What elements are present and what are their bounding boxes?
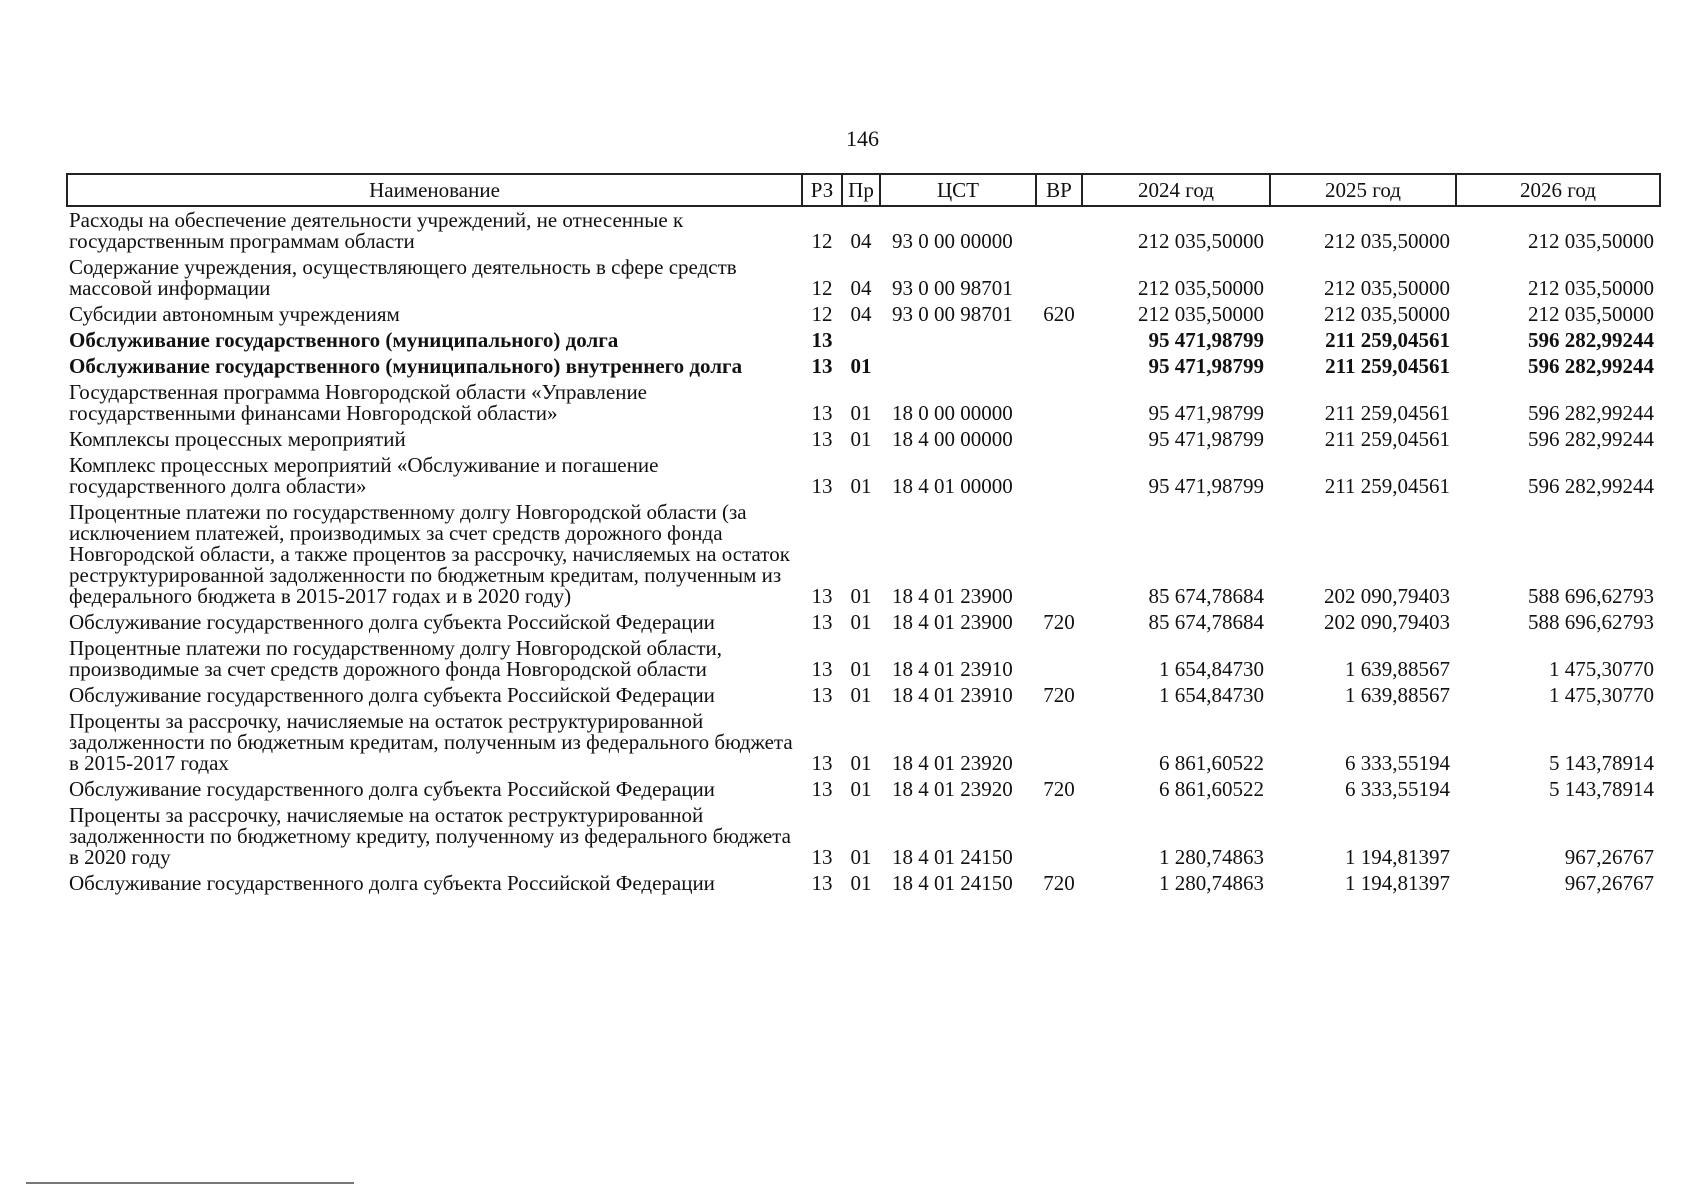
cell-vr	[1036, 802, 1082, 870]
cell-2025: 211 259,04561	[1325, 328, 1450, 352]
table-row	[67, 802, 1660, 870]
cell-2025: 212 035,50000	[1324, 229, 1450, 253]
cell-rz: 13	[811, 683, 833, 707]
cell-cst: 18 4 00 00000	[892, 427, 1013, 451]
cell-pr: 04	[850, 229, 872, 253]
table-row	[67, 682, 1660, 708]
cell-rz: 13	[811, 871, 833, 895]
cell-vr: 620	[1043, 302, 1075, 326]
cell-2026: 212 035,50000	[1528, 302, 1654, 326]
cell-2025: 1 194,81397	[1345, 845, 1450, 869]
cell-rz: 13	[811, 777, 833, 801]
cell-rz: 13	[811, 657, 833, 681]
cell-2026: 212 035,50000	[1528, 276, 1654, 300]
cell-vr	[1036, 327, 1082, 353]
cell-name: Обслуживание государственного долга субъекта Российской Федерации	[69, 777, 715, 801]
cell-2025: 6 333,55194	[1345, 777, 1450, 801]
cell-cst: 18 4 01 23920	[892, 777, 1013, 801]
cell-pr: 01	[850, 845, 872, 869]
cell-name: Проценты за рассрочку, начисляемые на остаток реструктурированной задолженности по бюджетным кредитам, полученным из федерального бюджета в 2015-2017 годах	[69, 709, 793, 775]
cell-pr: 01	[850, 777, 872, 801]
cell-pr: 01	[850, 657, 872, 681]
cell-rz: 12	[811, 229, 833, 253]
table-row	[67, 635, 1660, 682]
cell-2026: 596 282,99244	[1528, 401, 1654, 425]
cell-name: Обслуживание государственного долга субъекта Российской Федерации	[69, 871, 715, 895]
table-row	[67, 499, 1660, 609]
table-body	[67, 206, 1660, 896]
cell-pr: 01	[850, 401, 872, 425]
cell-vr	[1036, 452, 1082, 499]
cell-2025: 1 639,88567	[1345, 657, 1450, 681]
cell-2025: 211 259,04561	[1325, 354, 1450, 378]
cell-cst	[880, 327, 1036, 353]
cell-pr: 01	[850, 474, 872, 498]
cell-pr	[842, 327, 880, 353]
table-row	[67, 353, 1660, 379]
table-row	[67, 426, 1660, 452]
cell-cst: 18 4 01 24150	[892, 845, 1013, 869]
cell-vr	[1036, 708, 1082, 776]
cell-pr: 01	[850, 584, 872, 608]
table-row	[67, 206, 1660, 254]
cell-2026: 1 475,30770	[1549, 683, 1654, 707]
cell-pr: 01	[850, 610, 872, 634]
cell-2025: 211 259,04561	[1324, 474, 1450, 498]
cell-name: Процентные платежи по государственному долгу Новгородской области, производимые за счет средств дорожного фонда Новгородской области	[69, 636, 722, 681]
cell-2024: 95 471,98799	[1148, 401, 1264, 425]
cell-vr	[1036, 353, 1082, 379]
cell-2025: 211 259,04561	[1324, 427, 1450, 451]
cell-vr: 720	[1043, 683, 1075, 707]
cell-cst: 18 4 01 23920	[892, 751, 1013, 775]
budget-table	[66, 173, 1661, 896]
table-row	[67, 452, 1660, 499]
cell-cst: 18 4 01 23910	[892, 683, 1013, 707]
cell-vr	[1036, 635, 1082, 682]
cell-2024: 1 280,74863	[1159, 871, 1264, 895]
cell-name: Государственная программа Новгородской области «Управление государственными финансами Новгородской области»	[69, 380, 648, 425]
cell-2026: 967,26767	[1564, 845, 1654, 869]
cell-cst: 18 4 01 00000	[892, 474, 1013, 498]
cell-2026: 588 696,62793	[1528, 584, 1654, 608]
header-pr: Пр	[842, 174, 880, 206]
header-name: Наименование	[67, 174, 802, 206]
cell-2024: 212 035,50000	[1138, 302, 1264, 326]
cell-2025: 212 035,50000	[1324, 302, 1450, 326]
cell-vr	[1036, 499, 1082, 609]
cell-rz: 13	[811, 401, 833, 425]
table-row	[67, 301, 1660, 327]
cell-pr: 04	[850, 302, 872, 326]
cell-rz: 13	[811, 845, 833, 869]
cell-name: Содержание учреждения, осуществляющего деятельность в сфере средств массовой информации	[69, 255, 737, 300]
cell-pr: 01	[850, 427, 872, 451]
cell-2026: 596 282,99244	[1528, 474, 1654, 498]
cell-2024: 1 280,74863	[1159, 845, 1264, 869]
cell-2024: 95 471,98799	[1148, 427, 1264, 451]
footer-divider	[26, 1182, 354, 1184]
cell-pr: 01	[850, 354, 872, 378]
cell-2024: 85 674,78684	[1148, 584, 1264, 608]
cell-vr: 720	[1043, 610, 1075, 634]
cell-pr: 04	[850, 276, 872, 300]
header-vr: ВР	[1036, 174, 1082, 206]
cell-cst: 18 4 01 23910	[892, 657, 1013, 681]
cell-2025: 202 090,79403	[1324, 584, 1450, 608]
cell-2026: 5 143,78914	[1549, 777, 1654, 801]
cell-2025: 1 194,81397	[1345, 871, 1450, 895]
table-row	[67, 379, 1660, 426]
cell-2025: 1 639,88567	[1345, 683, 1450, 707]
cell-2026: 5 143,78914	[1549, 751, 1654, 775]
cell-name: Проценты за рассрочку, начисляемые на остаток реструктурированной задолженности по бюджетному кредиту, полученному из федерального бюджета в 2020 году	[69, 803, 791, 869]
cell-2026: 588 696,62793	[1528, 610, 1654, 634]
header-2024: 2024 год	[1082, 174, 1270, 206]
cell-cst: 18 4 01 23900	[892, 610, 1013, 634]
cell-2026: 1 475,30770	[1549, 657, 1654, 681]
cell-rz: 13	[811, 474, 833, 498]
cell-cst: 18 4 01 24150	[892, 871, 1013, 895]
cell-2024: 212 035,50000	[1138, 229, 1264, 253]
cell-rz: 13	[811, 328, 833, 352]
cell-2024: 6 861,60522	[1159, 777, 1264, 801]
cell-2025: 202 090,79403	[1324, 610, 1450, 634]
cell-name: Обслуживание государственного (муниципального) долга	[69, 328, 619, 352]
cell-cst: 93 0 00 98701	[892, 302, 1013, 326]
cell-pr: 01	[850, 683, 872, 707]
cell-2026: 596 282,99244	[1528, 354, 1654, 378]
cell-2024: 1 654,84730	[1159, 683, 1264, 707]
cell-cst: 18 4 01 23900	[892, 584, 1013, 608]
cell-2026: 596 282,99244	[1528, 427, 1654, 451]
page-number: 146	[846, 126, 879, 151]
cell-2024: 1 654,84730	[1159, 657, 1264, 681]
table-row	[67, 870, 1660, 896]
table-row	[67, 609, 1660, 635]
cell-2024: 85 674,78684	[1148, 610, 1264, 634]
cell-vr: 720	[1043, 871, 1075, 895]
header-2025: 2025 год	[1270, 174, 1456, 206]
cell-pr: 01	[850, 751, 872, 775]
cell-2025: 211 259,04561	[1324, 401, 1450, 425]
cell-2026: 212 035,50000	[1528, 229, 1654, 253]
table-row	[67, 254, 1660, 301]
cell-name: Субсидии автономным учреждениям	[69, 302, 400, 326]
cell-cst: 18 0 00 00000	[892, 401, 1013, 425]
cell-vr	[1036, 379, 1082, 426]
cell-2024: 95 471,98799	[1148, 354, 1264, 378]
table-row	[67, 776, 1660, 802]
cell-name: Расходы на обеспечение деятельности учреждений, не отнесенные к государственным программам области	[69, 208, 684, 253]
cell-2024: 212 035,50000	[1138, 276, 1264, 300]
cell-cst: 93 0 00 00000	[892, 229, 1013, 253]
cell-2024: 95 471,98799	[1148, 328, 1264, 352]
cell-rz: 13	[811, 610, 833, 634]
cell-name: Комплексы процессных мероприятий	[69, 427, 406, 451]
cell-rz: 13	[811, 427, 833, 451]
cell-2025: 212 035,50000	[1324, 276, 1450, 300]
header-cst: ЦСТ	[880, 174, 1036, 206]
cell-name: Комплекс процессных мероприятий «Обслуживание и погашение государственного долга области»	[69, 453, 659, 498]
cell-rz: 12	[811, 302, 833, 326]
table-row	[67, 708, 1660, 776]
cell-2026: 967,26767	[1564, 871, 1654, 895]
cell-name: Обслуживание государственного (муниципального) внутреннего долга	[69, 354, 743, 378]
cell-name: Процентные платежи по государственному долгу Новгородской области (за исключением платежей, производимых за счет средств дорожного фонда Новгородской области, а также процентов за рассрочку, начисляемых на остаток реструктурированной задолженности по бюджетным кредитам, полученным из федерального бюджета в 2015-2017 годах и в 2020 году)	[69, 500, 790, 608]
cell-pr: 01	[850, 871, 872, 895]
cell-vr	[1036, 426, 1082, 452]
table-row	[67, 327, 1660, 353]
cell-2024: 6 861,60522	[1159, 751, 1264, 775]
cell-2026: 596 282,99244	[1528, 328, 1654, 352]
table-header-row	[67, 174, 1660, 206]
cell-rz: 13	[811, 584, 833, 608]
cell-cst	[880, 353, 1036, 379]
header-2026: 2026 год	[1456, 174, 1660, 206]
cell-rz: 13	[811, 751, 833, 775]
cell-vr	[1036, 254, 1082, 301]
cell-vr	[1036, 206, 1082, 254]
cell-vr: 720	[1043, 777, 1075, 801]
header-rz: РЗ	[802, 174, 842, 206]
cell-2025: 6 333,55194	[1345, 751, 1450, 775]
cell-rz: 12	[811, 276, 833, 300]
cell-2024: 95 471,98799	[1148, 474, 1264, 498]
cell-rz: 13	[811, 354, 833, 378]
cell-name: Обслуживание государственного долга субъекта Российской Федерации	[69, 683, 715, 707]
cell-cst: 93 0 00 98701	[892, 276, 1013, 300]
cell-name: Обслуживание государственного долга субъекта Российской Федерации	[69, 610, 715, 634]
